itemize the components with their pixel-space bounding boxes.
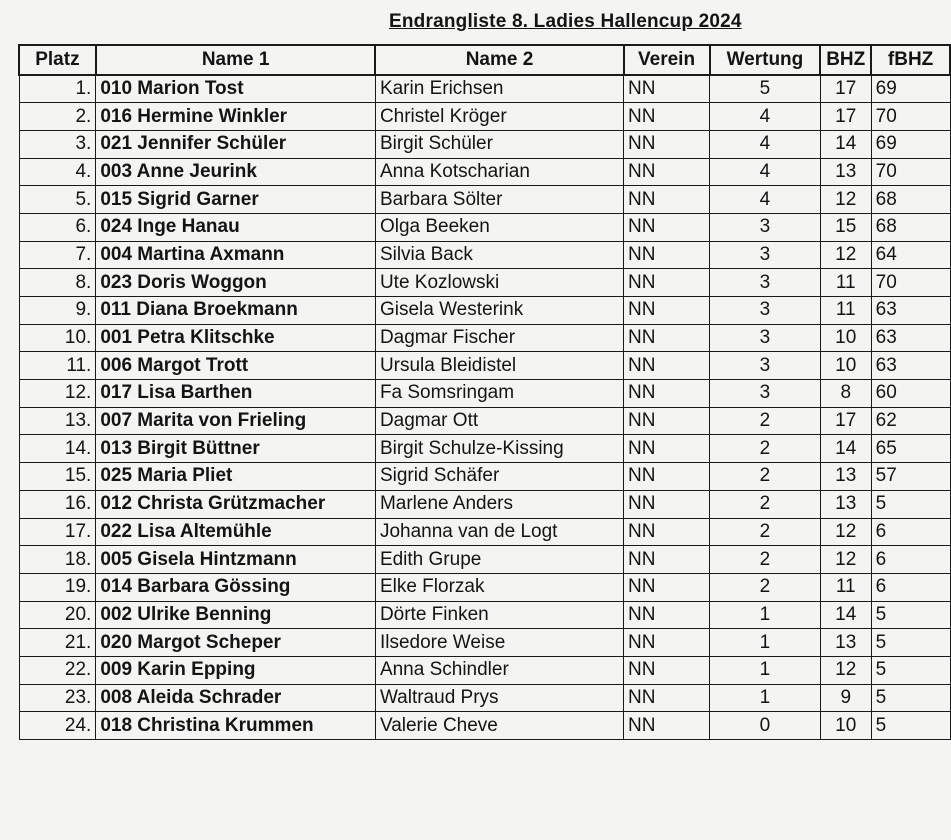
verein-cell: NN xyxy=(624,629,710,657)
name1-cell: 018 Christina Krummen xyxy=(96,712,376,740)
bhz-cell: 13 xyxy=(820,629,871,657)
bhz-cell: 14 xyxy=(820,601,871,629)
bhz-cell: 13 xyxy=(820,463,871,491)
platz-cell: 17. xyxy=(19,518,96,546)
column-header-wertung: Wertung xyxy=(710,45,821,75)
verein-cell: NN xyxy=(624,186,710,214)
platz-cell: 10. xyxy=(19,324,96,352)
name2-cell: Birgit Schulze-Kissing xyxy=(375,435,623,463)
name1-cell: 006 Margot Trott xyxy=(96,352,376,380)
platz-cell: 22. xyxy=(19,656,96,684)
name2-cell: Fa Somsringam xyxy=(375,380,623,408)
verein-cell: NN xyxy=(624,75,710,103)
table-row xyxy=(19,435,950,463)
platz-cell: 18. xyxy=(19,546,96,574)
wertung-cell: 3 xyxy=(710,269,821,297)
name1-cell: 016 Hermine Winkler xyxy=(96,103,376,131)
platz-cell: 5. xyxy=(19,186,96,214)
column-header-bhz: BHZ xyxy=(820,45,871,75)
verein-cell: NN xyxy=(624,407,710,435)
name1-cell: 013 Birgit Büttner xyxy=(96,435,376,463)
name2-cell: Gisela Westerink xyxy=(375,297,623,325)
ranking-table xyxy=(18,44,951,740)
name2-cell: Edith Grupe xyxy=(375,546,623,574)
wertung-cell: 2 xyxy=(710,573,821,601)
verein-cell: NN xyxy=(624,269,710,297)
name1-cell: 017 Lisa Barthen xyxy=(96,380,376,408)
verein-cell: NN xyxy=(624,601,710,629)
bhz-cell: 10 xyxy=(820,712,871,740)
name1-cell: 010 Marion Tost xyxy=(96,75,376,103)
name2-cell: Ute Kozlowski xyxy=(375,269,623,297)
platz-cell: 9. xyxy=(19,297,96,325)
verein-cell: NN xyxy=(624,518,710,546)
wertung-cell: 3 xyxy=(710,324,821,352)
verein-cell: NN xyxy=(624,656,710,684)
verein-cell: NN xyxy=(624,352,710,380)
wertung-cell: 2 xyxy=(710,490,821,518)
column-header-fbhz: fBHZ xyxy=(871,45,950,75)
table-row xyxy=(19,573,950,601)
name2-cell: Ilsedore Weise xyxy=(375,629,623,657)
name2-cell: Anna Kotscharian xyxy=(375,158,623,186)
wertung-cell: 2 xyxy=(710,546,821,574)
name1-cell: 002 Ulrike Benning xyxy=(96,601,376,629)
name1-cell: 025 Maria Pliet xyxy=(96,463,376,491)
bhz-cell: 11 xyxy=(820,297,871,325)
platz-cell: 2. xyxy=(19,103,96,131)
bhz-cell: 8 xyxy=(820,380,871,408)
wertung-cell: 0 xyxy=(710,712,821,740)
bhz-cell: 10 xyxy=(820,324,871,352)
bhz-cell: 17 xyxy=(820,103,871,131)
bhz-cell: 13 xyxy=(820,158,871,186)
wertung-cell: 4 xyxy=(710,186,821,214)
verein-cell: NN xyxy=(624,380,710,408)
platz-cell: 14. xyxy=(19,435,96,463)
name1-cell: 008 Aleida Schrader xyxy=(96,684,376,712)
name1-cell: 012 Christa Grützmacher xyxy=(96,490,376,518)
verein-cell: NN xyxy=(624,130,710,158)
name1-cell: 014 Barbara Gössing xyxy=(96,573,376,601)
bhz-cell: 9 xyxy=(820,684,871,712)
fbhz-cell: 5 xyxy=(871,712,950,740)
wertung-cell: 2 xyxy=(710,518,821,546)
verein-cell: NN xyxy=(624,241,710,269)
name1-cell: 004 Martina Axmann xyxy=(96,241,376,269)
name1-cell: 021 Jennifer Schüler xyxy=(96,130,376,158)
table-body xyxy=(19,75,950,740)
bhz-cell: 11 xyxy=(820,269,871,297)
table-row xyxy=(19,352,950,380)
platz-cell: 12. xyxy=(19,380,96,408)
bhz-cell: 13 xyxy=(820,490,871,518)
fbhz-cell: 69 xyxy=(871,130,950,158)
wertung-cell: 1 xyxy=(710,656,821,684)
column-header-verein: Verein xyxy=(624,45,710,75)
bhz-cell: 14 xyxy=(820,435,871,463)
bhz-cell: 11 xyxy=(820,573,871,601)
fbhz-cell: 70 xyxy=(871,158,950,186)
platz-cell: 19. xyxy=(19,573,96,601)
bhz-cell: 17 xyxy=(820,75,871,103)
bhz-cell: 12 xyxy=(820,186,871,214)
wertung-cell: 1 xyxy=(710,601,821,629)
table-row xyxy=(19,297,950,325)
column-header-name2: Name 2 xyxy=(375,45,623,75)
table-row xyxy=(19,130,950,158)
fbhz-cell: 5 xyxy=(871,601,950,629)
fbhz-cell: 5 xyxy=(871,629,950,657)
document-title: Endrangliste 8. Ladies Hallencup 2024 xyxy=(389,11,742,32)
name2-cell: Birgit Schüler xyxy=(375,130,623,158)
name2-cell: Ursula Bleidistel xyxy=(375,352,623,380)
bhz-cell: 17 xyxy=(820,407,871,435)
table-row xyxy=(19,518,950,546)
name1-cell: 001 Petra Klitschke xyxy=(96,324,376,352)
platz-cell: 8. xyxy=(19,269,96,297)
table-row xyxy=(19,601,950,629)
name2-cell: Dörte Finken xyxy=(375,601,623,629)
fbhz-cell: 60 xyxy=(871,380,950,408)
name1-cell: 009 Karin Epping xyxy=(96,656,376,684)
name2-cell: Olga Beeken xyxy=(375,213,623,241)
table-row xyxy=(19,380,950,408)
name2-cell: Waltraud Prys xyxy=(375,684,623,712)
fbhz-cell: 6 xyxy=(871,546,950,574)
verein-cell: NN xyxy=(624,103,710,131)
verein-cell: NN xyxy=(624,684,710,712)
name2-cell: Elke Florzak xyxy=(375,573,623,601)
name2-cell: Karin Erichsen xyxy=(375,75,623,103)
name2-cell: Valerie Cheve xyxy=(375,712,623,740)
fbhz-cell: 5 xyxy=(871,684,950,712)
name1-cell: 020 Margot Scheper xyxy=(96,629,376,657)
fbhz-cell: 5 xyxy=(871,490,950,518)
bhz-cell: 14 xyxy=(820,130,871,158)
table-row xyxy=(19,490,950,518)
fbhz-cell: 62 xyxy=(871,407,950,435)
verein-cell: NN xyxy=(624,490,710,518)
fbhz-cell: 70 xyxy=(871,103,950,131)
name2-cell: Sigrid Schäfer xyxy=(375,463,623,491)
bhz-cell: 12 xyxy=(820,656,871,684)
wertung-cell: 2 xyxy=(710,435,821,463)
name1-cell: 007 Marita von Frieling xyxy=(96,407,376,435)
wertung-cell: 3 xyxy=(710,213,821,241)
platz-cell: 11. xyxy=(19,352,96,380)
name1-cell: 024 Inge Hanau xyxy=(96,213,376,241)
wertung-cell: 4 xyxy=(710,158,821,186)
wertung-cell: 3 xyxy=(710,352,821,380)
bhz-cell: 10 xyxy=(820,352,871,380)
name2-cell: Barbara Sölter xyxy=(375,186,623,214)
wertung-cell: 2 xyxy=(710,407,821,435)
name1-cell: 022 Lisa Altemühle xyxy=(96,518,376,546)
bhz-cell: 12 xyxy=(820,546,871,574)
name1-cell: 003 Anne Jeurink xyxy=(96,158,376,186)
bhz-cell: 12 xyxy=(820,518,871,546)
wertung-cell: 2 xyxy=(710,463,821,491)
name1-cell: 005 Gisela Hintzmann xyxy=(96,546,376,574)
name2-cell: Marlene Anders xyxy=(375,490,623,518)
table-row xyxy=(19,684,950,712)
platz-cell: 15. xyxy=(19,463,96,491)
verein-cell: NN xyxy=(624,435,710,463)
fbhz-cell: 68 xyxy=(871,186,950,214)
wertung-cell: 3 xyxy=(710,241,821,269)
name1-cell: 011 Diana Broekmann xyxy=(96,297,376,325)
fbhz-cell: 63 xyxy=(871,297,950,325)
platz-cell: 13. xyxy=(19,407,96,435)
platz-cell: 3. xyxy=(19,130,96,158)
verein-cell: NN xyxy=(624,712,710,740)
name2-cell: Johanna van de Logt xyxy=(375,518,623,546)
fbhz-cell: 65 xyxy=(871,435,950,463)
fbhz-cell: 70 xyxy=(871,269,950,297)
name1-cell: 015 Sigrid Garner xyxy=(96,186,376,214)
fbhz-cell: 64 xyxy=(871,241,950,269)
wertung-cell: 1 xyxy=(710,684,821,712)
platz-cell: 21. xyxy=(19,629,96,657)
fbhz-cell: 69 xyxy=(871,75,950,103)
bhz-cell: 12 xyxy=(820,241,871,269)
table-row xyxy=(19,269,950,297)
name2-cell: Christel Kröger xyxy=(375,103,623,131)
table-row xyxy=(19,407,950,435)
platz-cell: 24. xyxy=(19,712,96,740)
verein-cell: NN xyxy=(624,463,710,491)
column-header-name1: Name 1 xyxy=(96,45,376,75)
verein-cell: NN xyxy=(624,546,710,574)
fbhz-cell: 63 xyxy=(871,352,950,380)
fbhz-cell: 6 xyxy=(871,518,950,546)
table-row xyxy=(19,103,950,131)
table-row xyxy=(19,158,950,186)
fbhz-cell: 57 xyxy=(871,463,950,491)
verein-cell: NN xyxy=(624,158,710,186)
table-row xyxy=(19,75,950,103)
table-row xyxy=(19,241,950,269)
name2-cell: Dagmar Ott xyxy=(375,407,623,435)
fbhz-cell: 6 xyxy=(871,573,950,601)
verein-cell: NN xyxy=(624,324,710,352)
platz-cell: 16. xyxy=(19,490,96,518)
verein-cell: NN xyxy=(624,297,710,325)
wertung-cell: 3 xyxy=(710,380,821,408)
verein-cell: NN xyxy=(624,213,710,241)
table-row xyxy=(19,546,950,574)
table-row xyxy=(19,712,950,740)
platz-cell: 23. xyxy=(19,684,96,712)
platz-cell: 1. xyxy=(19,75,96,103)
table-row xyxy=(19,656,950,684)
table-row xyxy=(19,213,950,241)
wertung-cell: 5 xyxy=(710,75,821,103)
platz-cell: 4. xyxy=(19,158,96,186)
wertung-cell: 4 xyxy=(710,103,821,131)
wertung-cell: 1 xyxy=(710,629,821,657)
table-row xyxy=(19,629,950,657)
header-row xyxy=(19,45,950,75)
fbhz-cell: 63 xyxy=(871,324,950,352)
table-row xyxy=(19,463,950,491)
table-row xyxy=(19,186,950,214)
platz-cell: 6. xyxy=(19,213,96,241)
fbhz-cell: 68 xyxy=(871,213,950,241)
verein-cell: NN xyxy=(624,573,710,601)
table-row xyxy=(19,324,950,352)
name2-cell: Silvia Back xyxy=(375,241,623,269)
table-header xyxy=(19,45,950,75)
name2-cell: Anna Schindler xyxy=(375,656,623,684)
name1-cell: 023 Doris Woggon xyxy=(96,269,376,297)
bhz-cell: 15 xyxy=(820,213,871,241)
name2-cell: Dagmar Fischer xyxy=(375,324,623,352)
platz-cell: 7. xyxy=(19,241,96,269)
column-header-platz: Platz xyxy=(19,45,96,75)
platz-cell: 20. xyxy=(19,601,96,629)
wertung-cell: 3 xyxy=(710,297,821,325)
fbhz-cell: 5 xyxy=(871,656,950,684)
wertung-cell: 4 xyxy=(710,130,821,158)
